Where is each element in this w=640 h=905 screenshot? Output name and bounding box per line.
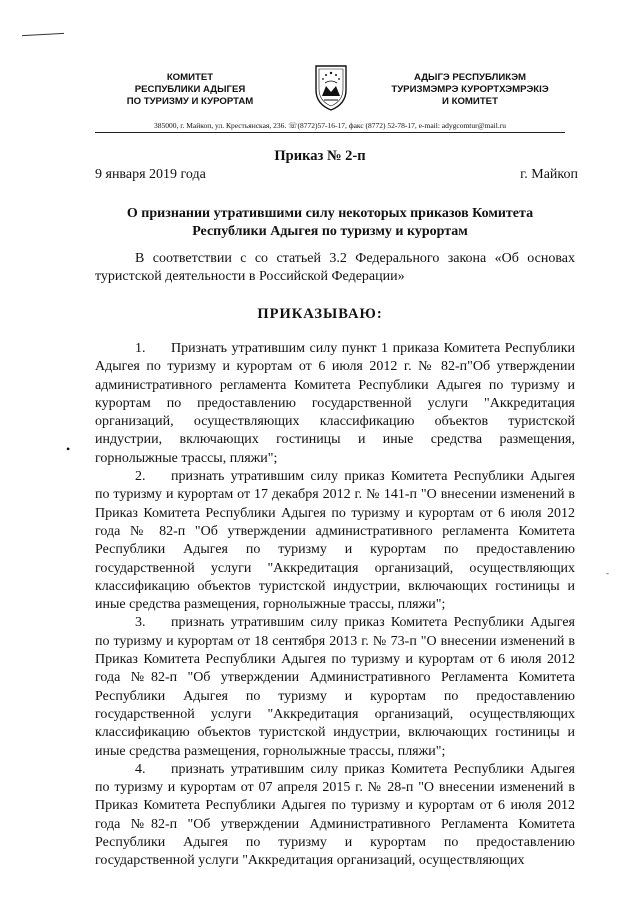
- contact-line: 385000, г. Майкоп, ул. Крестьянская, 236. ☏(8772)57-16-17, факс (8772) 52-78-17, e-mail: adygcomtur@mail.ru: [95, 121, 565, 133]
- letterhead-right-line: И КОМИТЕТ: [442, 96, 498, 107]
- letterhead-right-line: ТУРИЗМЭМРЭ КУРОРТХЭМРЭКІЭ: [391, 84, 549, 95]
- item-text: признать утратившим силу приказ Комитета Республики Адыгея по туризму и курортам от 17 декабря 2012 г. № 141-п "О внесении изменений в Приказ Комитета Республики Адыгея по туризму и курортам от 6 июля 2012 года № 82-п "Об утверждении административного регламента Комитета Республики Адыгея по туризму и курортам по предоставлению государственной услуги "Аккредитация организаций, осуществляющих классификацию объектов туристской индустрии, включающих гостиницы и иные средства размещения, горнолыжные трассы, пляжи";: [95, 469, 575, 613]
- order-items: [95, 340, 575, 871]
- item-number: 4.: [135, 761, 146, 777]
- order-subject: О признании утратившими силу некоторых приказов Комитета Республики Адыгея по туризму и курортам: [126, 206, 534, 239]
- order-title: Приказ № 2-п: [274, 148, 366, 164]
- order-item: [95, 468, 575, 614]
- pen-mark: [22, 33, 64, 36]
- order-item: [95, 614, 575, 760]
- order-item: [95, 761, 575, 871]
- margin-tick: -: [606, 568, 609, 578]
- preamble: В соответствии с со статьей 3.2 Федерального закона «Об основах туристской деятельности в Российской Федерации»: [95, 251, 575, 285]
- decree-heading: ПРИКАЗЫВАЮ:: [257, 306, 383, 322]
- margin-dot: •: [66, 442, 71, 456]
- item-text: признать утратившим силу приказ Комитета Республики Адыгея по туризму и курортам от 18 сентября 2013 г. № 73-п "О внесении изменений в Приказ Комитета Республики Адыгея по туризму и курортам от 6 июля 2012 года №82-п "Об утверждении Административного Регламента Комитета Республики Адыгея по туризму и курортам по предоставлению государственной услуги "Аккредитация организаций, осуществляющих классификацию объектов туристской индустрии, включающих гостиницы и иные средства размещения, горнолыжные трассы, пляжи";: [95, 615, 575, 759]
- order-item: [95, 340, 575, 468]
- letterhead-left-line: РЕСПУБЛИКИ АДЫГЕЯ: [134, 84, 246, 95]
- item-number: 3.: [135, 615, 146, 631]
- letterhead-right-line: АДЫГЭ РЕСПУБЛИКЭМ: [413, 72, 527, 83]
- item-number: 1.: [135, 341, 146, 356]
- letterhead-right: [375, 72, 565, 108]
- letterhead-left-line: КОМИТЕТ: [166, 72, 214, 83]
- letterhead: [95, 62, 565, 122]
- item-number: 2.: [135, 469, 146, 485]
- order-date: 9 января 2019 года: [95, 167, 206, 182]
- item-text: Признать утратившим силу пункт 1 приказа Комитета Республики Адыгея по туризму и курортам от 6 июля 2012 г. № 82-п"Об утверждении административного регламента Комитета Республики Адыгея по туризму и курортам по предоставлению государственной услуги "Аккредитация организаций, осуществляющих классификацию объектов туристской индустрии, включающих гостиницы и иные средства размещения, горнолыжные трассы, пляжи";: [95, 341, 575, 466]
- letterhead-left: [95, 72, 285, 108]
- order-city: г. Майкоп: [520, 167, 578, 182]
- letterhead-left-line: ПО ТУРИЗМУ И КУРОРТАМ: [126, 96, 254, 107]
- item-text: признать утратившим силу приказ Комитета Республики Адыгея по туризму и курортам от 07 апреля 2015 г. № 28-п "О внесении изменений в Приказ Комитета Республики Адыгея по туризму и курортам от 6 июля 2012 года №82-п "Об утверждении Административного Регламента Комитета Республики Адыгея по туризму и курортам по предоставлению государственной услуги "Аккредитация организаций, осуществляющих: [95, 761, 575, 869]
- coat-of-arms-emblem: [312, 62, 350, 112]
